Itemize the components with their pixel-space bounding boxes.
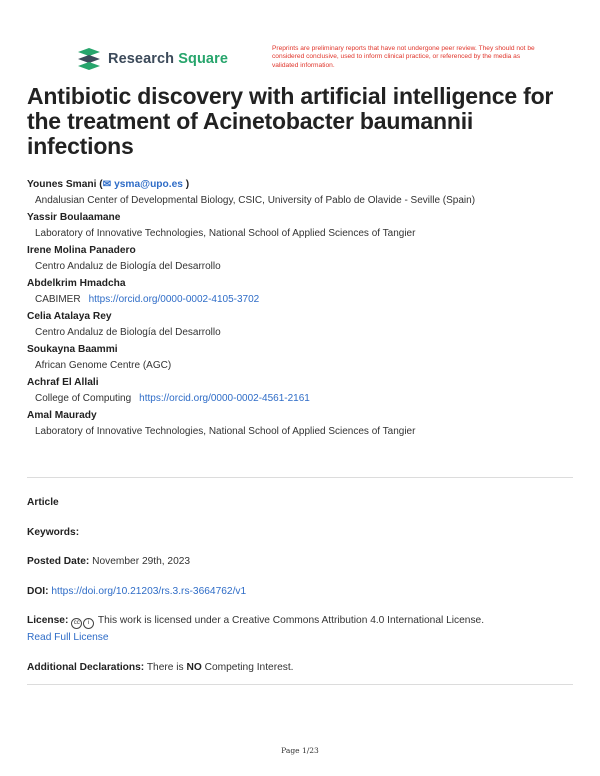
brand-square: Square: [178, 51, 228, 67]
paper-title: Antibiotic discovery with artificial intelligence for the treatment of Acinetobacter baumannii infections: [27, 83, 554, 159]
author-name: Irene Molina Panadero: [27, 245, 136, 256]
read-full-license-row: [27, 632, 109, 643]
author-affiliation: Andalusian Center of Developmental Biology, CSIC, University of Pablo de Olavide - Seville (Spain): [35, 195, 476, 206]
article-type: Article: [27, 497, 59, 508]
author-affiliation: African Genome Centre (AGC): [35, 360, 172, 371]
paren-close: ): [185, 179, 190, 190]
license-text: This work is licensed under a Creative Commons Attribution 4.0 International License.: [97, 615, 485, 626]
brand-name: [108, 51, 228, 67]
author-entry: [27, 212, 577, 240]
posted-date-value: November 29th, 2023: [92, 556, 191, 567]
orcid-link[interactable]: https://orcid.org/0000-0002-4105-3702: [88, 294, 260, 305]
author-name: Yassir Boulaamane: [27, 212, 121, 223]
envelope-icon: ✉: [102, 179, 112, 190]
declarations-pre: There is: [146, 662, 184, 673]
research-square-logo[interactable]: [76, 48, 228, 70]
page-number: Page 1/23: [281, 746, 319, 755]
author-entry: [27, 410, 577, 438]
author-entry: [27, 245, 577, 273]
license-label: License:: [27, 615, 69, 626]
doi-label: DOI:: [27, 586, 49, 597]
paren-open: (: [99, 179, 103, 190]
author-affiliation: CABIMER: [35, 294, 81, 305]
author-affiliation: Centro Andaluz de Biología del Desarrollo: [35, 261, 221, 272]
author-affiliation: Centro Andaluz de Biología del Desarrollo: [35, 327, 221, 338]
author-entry: [27, 377, 577, 405]
author-email-link[interactable]: ysma@upo.es: [114, 179, 183, 190]
declarations-post: Competing Interest.: [204, 662, 294, 673]
author-name: Amal Maurady: [27, 410, 97, 421]
posted-date-label: Posted Date:: [27, 556, 90, 567]
author-name: Soukayna Baammi: [27, 344, 118, 355]
author-name: Younes Smani: [27, 179, 97, 190]
research-square-logo-icon: [76, 48, 102, 70]
doi-link[interactable]: https://doi.org/10.21203/rs.3.rs-3664762/v1: [51, 586, 247, 597]
by-icon: i: [83, 618, 94, 629]
preprint-disclaimer: Preprints are preliminary reports that have not undergone peer review. They should not be considered conclusive, used to inform clinical practice, or referenced by the media as validated information.: [272, 45, 535, 69]
author-entry: [27, 179, 577, 207]
author-list: [27, 179, 577, 443]
author-name: Achraf El Allali: [27, 377, 99, 388]
author-entry: [27, 344, 577, 372]
declarations-row: [27, 662, 294, 673]
section-divider: [27, 477, 573, 478]
author-name: Celia Atalaya Rey: [27, 311, 112, 322]
author-entry: [27, 278, 577, 306]
author-affiliation: College of Computing: [35, 393, 132, 404]
keywords-label: Keywords:: [27, 527, 80, 538]
author-entry: [27, 311, 577, 339]
posted-date-row: [27, 556, 190, 567]
declarations-label: Additional Declarations:: [27, 662, 145, 673]
declarations-bold: NO: [186, 662, 202, 673]
author-affiliation: Laboratory of Innovative Technologies, National School of Applied Sciences of Tangier: [35, 228, 416, 239]
section-divider: [27, 684, 573, 685]
read-full-license-link[interactable]: Read Full License: [27, 632, 109, 643]
author-affiliation: Laboratory of Innovative Technologies, National School of Applied Sciences of Tangier: [35, 426, 416, 437]
brand-research: Research: [108, 51, 175, 67]
license-row: [27, 615, 484, 629]
keywords-row: [27, 527, 79, 538]
author-name: Abdelkrim Hmadcha: [27, 278, 126, 289]
doi-row: [27, 586, 246, 597]
orcid-link[interactable]: https://orcid.org/0000-0002-4561-2161: [139, 393, 310, 404]
cc-icon: cc: [71, 618, 82, 629]
